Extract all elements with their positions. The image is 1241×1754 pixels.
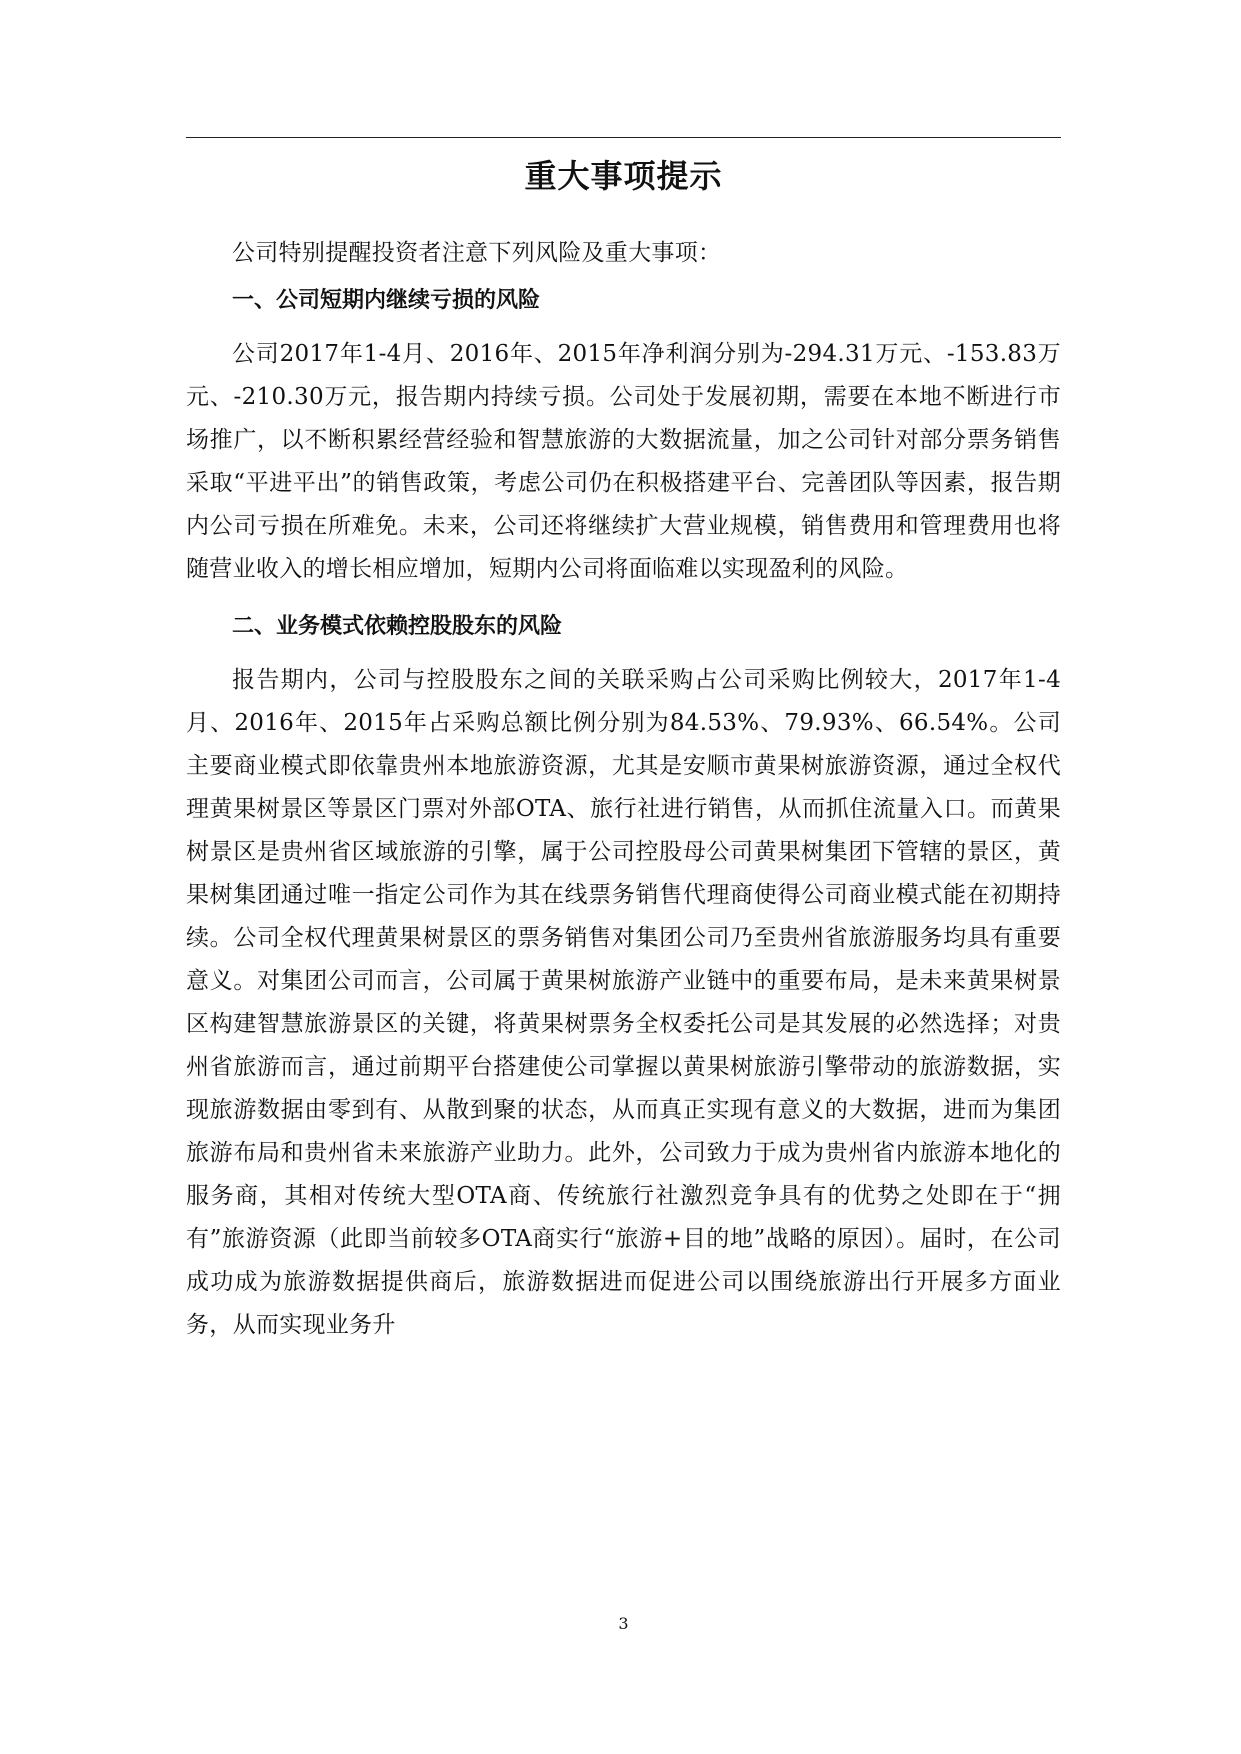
section-heading-shareholder-dependence-risk: 二、业务模式依赖控股股东的风险 (232, 614, 563, 639)
section-body-continued-loss-risk: 公司2017年1-4月、2016年、2015年净利润分别为-294.31万元、-153.83万元、-210.30万元，报告期内持续亏损。公司处于发展初期，需要在本地不断进行市场推广，以不断积累经营经验和智慧旅游的大数据流量，加之公司针对部分票务销售采取“平进平出”的销售政策，考虑公司仍在积极搭建平台、完善团队等因素，报告期内公司亏损在所难免。未来，公司还将继续扩大营业规模，销售费用和管理费用也将随营业收入的增长相应增加，短期内公司将面临难以实现盈利的风险。 (186, 341, 1061, 582)
section-heading-continued-loss-risk: 一、公司短期内继续亏损的风险 (232, 288, 541, 313)
page-number: 3 (618, 1614, 629, 1633)
header-rule (186, 137, 1061, 138)
section-body-shareholder-dependence-risk: 报告期内，公司与控股股东之间的关联采购占公司采购比例较大，2017年1-4月、2016年、2015年占采购总额比例分别为84.53%、79.93%、66.54%。公司主要商业模式即依靠贵州本地旅游资源，尤其是安顺市黄果树旅游资源，通过全权代理黄果树景区等景区门票对外部OTA、旅行社进行销售，从而抓住流量入口。而黄果树景区是贵州省区域旅游的引擎，属于公司控股母公司黄果树集团下管辖的景区，黄果树集团通过唯一指定公司作为其在线票务销售代理商使得公司商业模式能在初期持续。公司全权代理黄果树景区的票务销售对集团公司乃至贵州省旅游服务均具有重要意义。对集团公司而言，公司属于黄果树旅游产业链中的重要布局，是未来黄果树景区构建智慧旅游景区的关键，将黄果树票务全权委托公司是其发展的必然选择；对贵州省旅游而言，通过前期平台搭建使公司掌握以黄果树旅游引擎带动的旅游数据，实现旅游数据由零到有、从散到聚的状态，从而真正实现有意义的大数据，进而为集团旅游布局和贵州省未来旅游产业助力。此外，公司致力于成为贵州省内旅游本地化的服务商，其相对传统大型OTA商、传统旅行社激烈竞争具有的优势之处即在于“拥有”旅游资源（此即当前较多OTA商实行“旅游+目的地”战略的原因）。届时，在公司成功成为旅游数据提供商后，旅游数据进而促进公司以围绕旅游出行开展多方面业务，从而实现业务升 (186, 667, 1061, 1338)
document-body (186, 232, 1061, 1347)
intro-paragraph: 公司特别提醒投资者注意下列风险及重大事项： (232, 240, 722, 266)
page-title: 重大事项提示 (524, 157, 723, 195)
